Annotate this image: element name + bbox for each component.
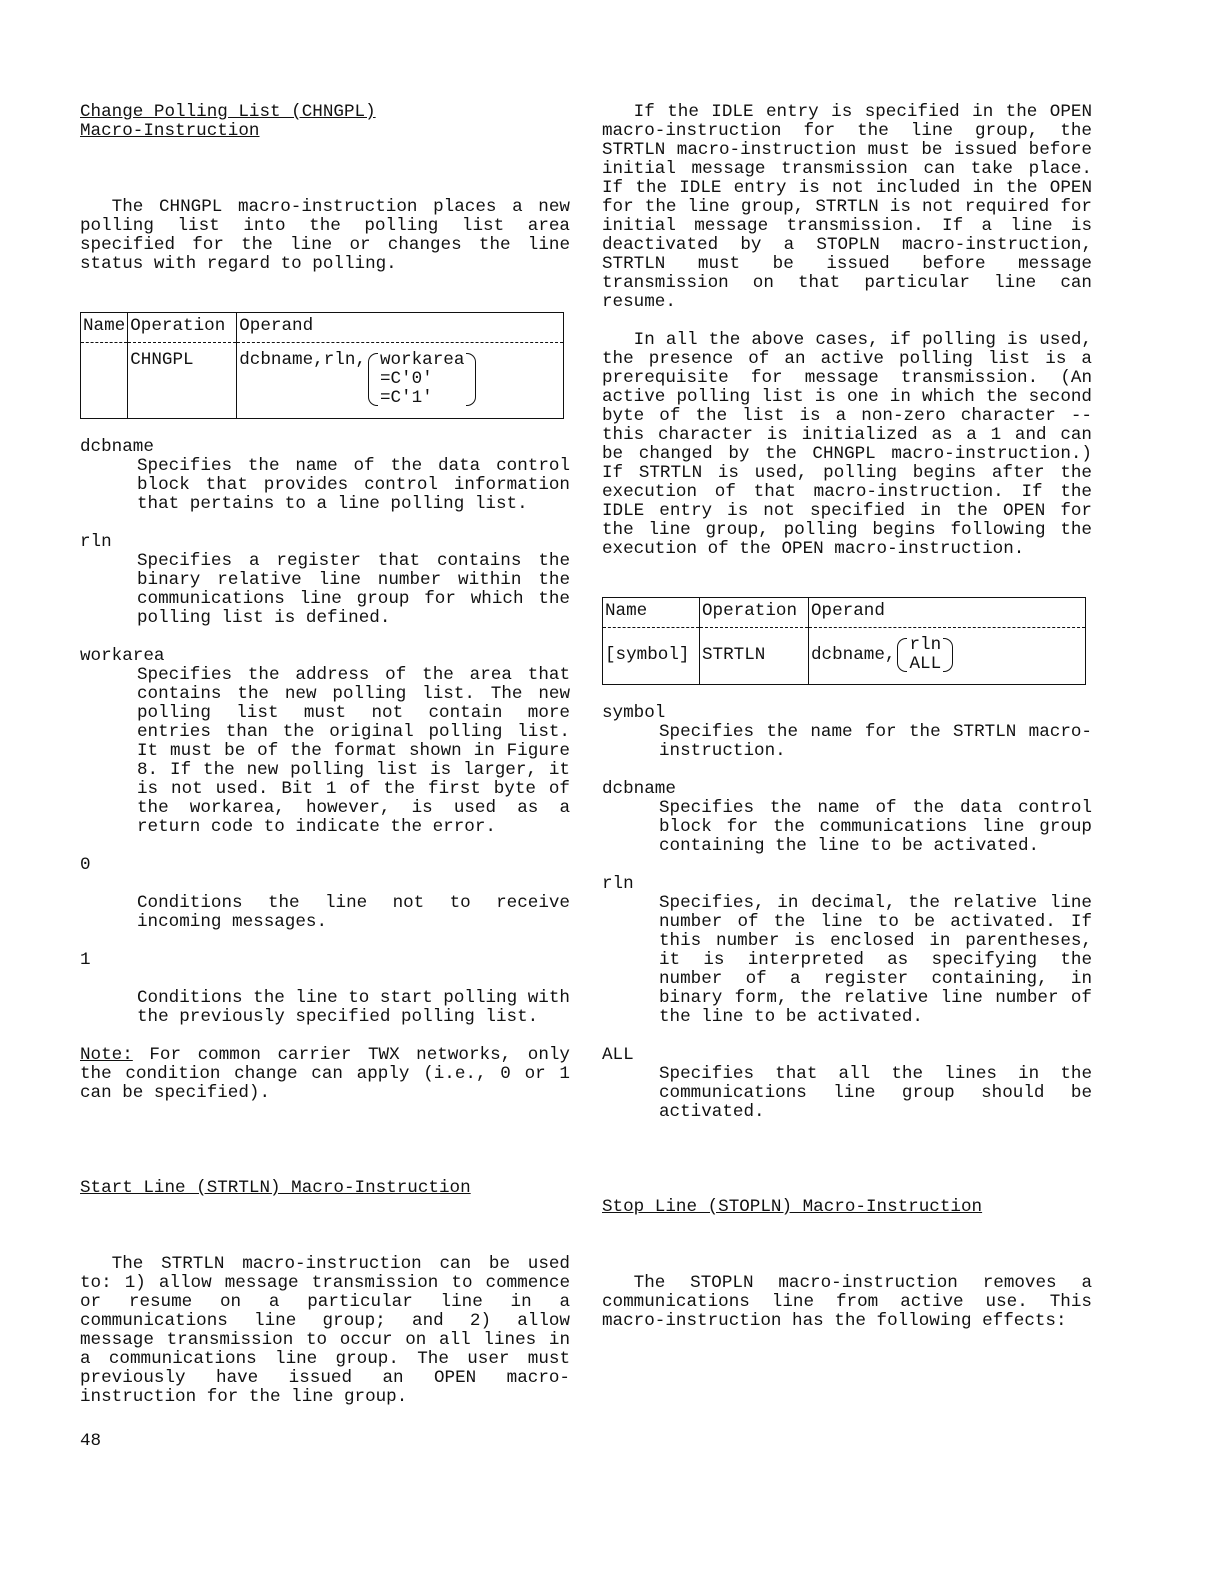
- strtln-heading: Start Line (STRTLN) Macro-Instruction: [80, 1178, 471, 1198]
- syntax-operand-cell: [809, 628, 1086, 685]
- param-description: Conditions the line to start polling with the previously specified polling list.: [137, 988, 570, 1027]
- strtln-intro: The STRTLN macro-instruction can be used to: 1) allow message transmission to commence or resume on a particular line in a communications line group; and 2) allow message transmission to occur on all lines in a communications line group. The user must previously have issued an OPEN macro-instruction for the line group.: [80, 1254, 570, 1407]
- page-number: 48: [80, 1431, 102, 1451]
- left-column: [80, 103, 570, 1407]
- strtln-syntax-table: [602, 597, 1086, 685]
- param-term: dcbname: [80, 437, 154, 457]
- chngpl-intro: The CHNGPL macro-instruction places a new polling list into the polling list area specified for the line or changes the line status with regard to polling.: [80, 197, 570, 274]
- operand-choice: =C'1': [379, 388, 433, 408]
- param-term: 0: [80, 855, 91, 875]
- operand-prefix: dcbname,: [811, 644, 896, 665]
- param-description: Specifies a register that contains the binary relative line number within the communications line group for which the polling list is defined.: [137, 551, 570, 628]
- stopln-intro: The STOPLN macro-instruction removes a communications line from active use. This macro-instruction has the following effects:: [602, 1273, 1092, 1331]
- syntax-header-operation: Operation: [700, 598, 809, 628]
- param-term: dcbname: [602, 779, 676, 799]
- operand-choice: workarea: [379, 350, 465, 370]
- syntax-header-operand: Operand: [237, 313, 564, 343]
- param-description: Conditions the line not to receive incoming messages.: [137, 893, 570, 932]
- note-label: Note:: [80, 1045, 133, 1065]
- syntax-operand-cell: [237, 343, 564, 419]
- syntax-operation-cell: CHNGPL: [128, 343, 237, 419]
- operand-prefix: dcbname,rln,: [239, 350, 366, 370]
- param-term: rln: [80, 532, 112, 552]
- right-column: [602, 103, 1092, 1331]
- syntax-name-cell: [symbol]: [603, 628, 700, 685]
- param-term: rln: [602, 874, 634, 894]
- operand-choice: ALL: [909, 654, 942, 674]
- param-term: ALL: [602, 1045, 634, 1065]
- operand-choice: =C'0': [379, 369, 433, 389]
- syntax-header-name: Name: [603, 598, 700, 628]
- chngpl-note: [80, 1046, 570, 1103]
- chngpl-heading-line2: Macro-Instruction: [80, 121, 260, 141]
- param-description: Specifies the address of the area that contains the new polling list. The new polling list must not contain more entries than the original polling list. It must be of the format shown in Figure 8. If the new polling list is larger, it is not used. Bit 1 of the first byte of the workarea, however, is used as a return code to indicate the error.: [137, 665, 570, 837]
- syntax-name-cell: [81, 343, 128, 419]
- strtln-idle-paragraph: If the IDLE entry is specified in the OPEN macro-instruction for the line group, the STRTLN macro-instruction must be issued before initial message transmission can take place. If the IDLE entry is not included in the OPEN for the line group, STRTLN is not required for initial message transmission. If a line is deactivated by a STOPLN macro-instruction, STRTLN must be issued before message transmission on that particular line can resume.: [602, 102, 1092, 312]
- param-description: Specifies the name of the data control block that provides control information that pertains to a line polling list.: [137, 456, 570, 514]
- syntax-operation-cell: STRTLN: [700, 628, 809, 685]
- chngpl-syntax-table: [80, 312, 564, 419]
- syntax-header-operand: Operand: [809, 598, 1086, 628]
- param-description: Specifies the name of the data control block for the communications line group containing the line to be activated.: [659, 798, 1092, 856]
- operand-choice: rln: [909, 635, 942, 655]
- syntax-header-operation: Operation: [128, 313, 237, 343]
- param-term: symbol: [602, 703, 666, 723]
- param-term: workarea: [80, 646, 165, 666]
- strtln-polling-paragraph: In all the above cases, if polling is used, the presence of an active polling list is a prerequisite for message transmission. (An active polling list is one in which the second byte of the list is a non-zero character -- this character is initialized as a 1 and can be changed by the CHNGPL macro-instruction.) If STRTLN is used, polling begins after the execution of that macro-instruction. If the IDLE entry is not specified in the OPEN for the line group, polling begins following the execution of the OPEN macro-instruction.: [602, 330, 1092, 559]
- stopln-heading: Stop Line (STOPLN) Macro-Instruction: [602, 1197, 983, 1217]
- note-text: For common carrier TWX networks, only the condition change can apply (i.e., 0 or 1 can be specified).: [80, 1045, 570, 1103]
- operand-choices: [366, 351, 478, 408]
- param-description: Specifies, in decimal, the relative line number of the line to be activated. If this number is enclosed in parentheses, it is interpreted as specifying the number of a register containing, in binary form, the relative line number of the line to be activated.: [659, 893, 1092, 1027]
- chngpl-heading-line1: Change Polling List (CHNGPL): [80, 102, 376, 122]
- param-description: Specifies the name for the STRTLN macro-instruction.: [659, 722, 1092, 761]
- param-description: Specifies that all the lines in the communications line group should be activated.: [659, 1064, 1092, 1122]
- param-term: 1: [80, 950, 91, 970]
- operand-choices: [895, 636, 955, 674]
- syntax-header-name: Name: [81, 313, 128, 343]
